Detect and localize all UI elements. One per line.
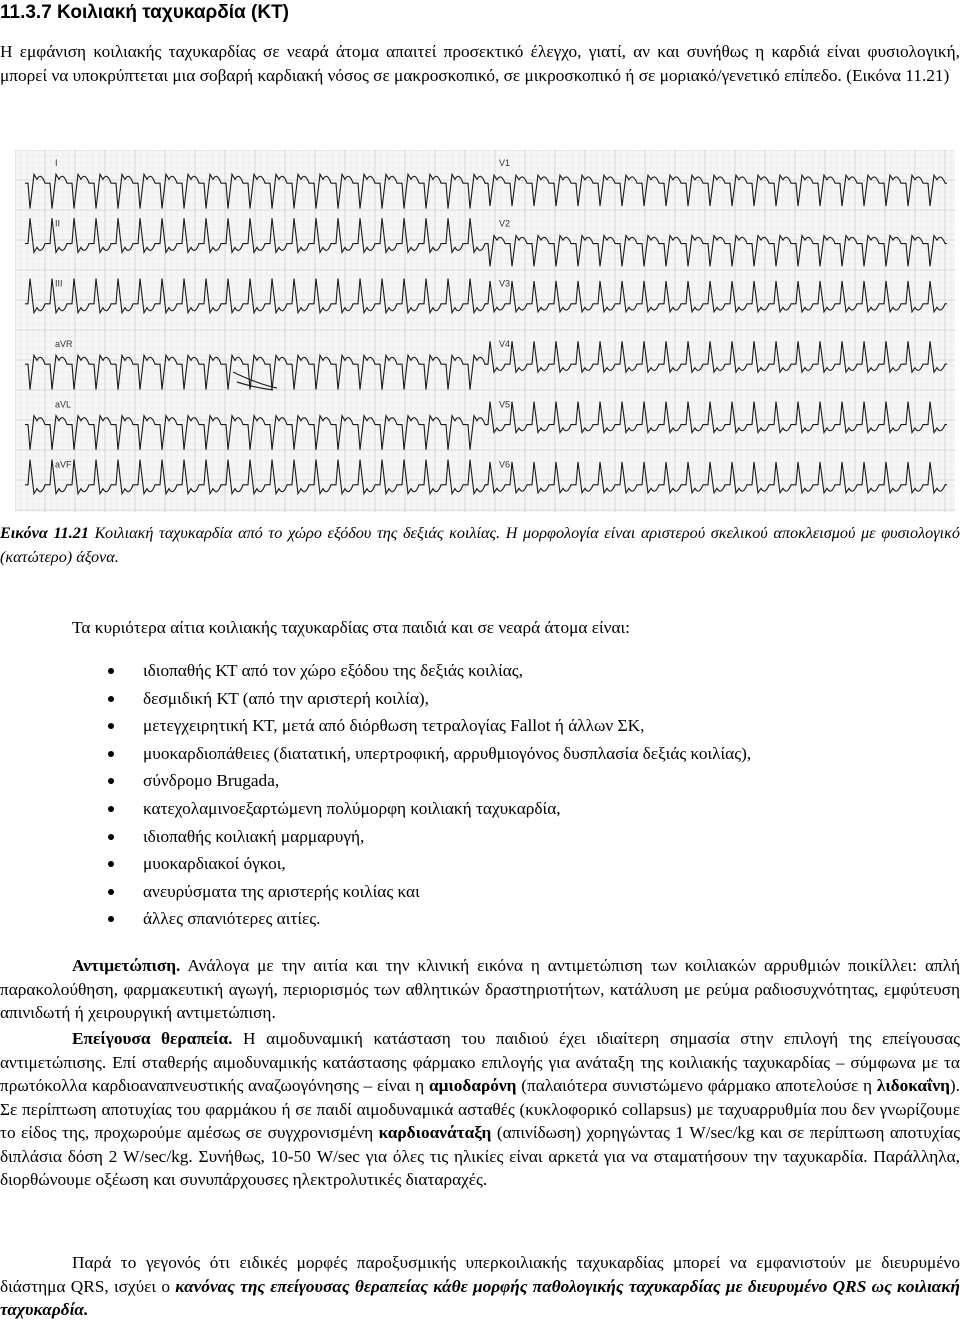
ecg-lead-label: aVR (55, 339, 73, 349)
drug-lidocaine: λιδοκαΐνη (876, 1076, 950, 1095)
ecg-lead-label: V3 (499, 278, 511, 289)
drug-amiodarone: αμιοδαρόνη (428, 1076, 517, 1095)
ecg-figure (15, 150, 955, 512)
ecg-lead-label: aVL (55, 399, 72, 410)
list-item: άλλες σπανιότερες αιτίες. (108, 905, 751, 933)
list-item: κατεχολαμινοεξαρτώμενη πολύμορφη κοιλιακή ταχυκαρδία, (108, 795, 751, 823)
ecg-lead-label: V4 (499, 339, 511, 349)
rule-emphasis: κανόνας της επείγουσας θεραπείας κάθε μορφής παθολογικής ταχυκαρδίας με διευρυμένο QRS ως κοιλιακή ταχυκαρδία. (0, 1276, 960, 1319)
treatment-text: Ανάλογα με την αιτία και την κλινική εικόνα η αντιμετώπιση των κοιλιακών αρρυθμιών ποικίλλει: απλή παρακολούθηση, φαρμακευτική αγωγή, περιορισμός των αθλητικών δραστηριοτήτων, κατάλυση με ρεύμα ραδιοσυχνότητας, εμφύτευση απινιδωτή ή χειρουργική αντιμετώπιση. (0, 956, 960, 1022)
ecg-lead-label: V1 (499, 158, 511, 168)
emergency-label: Επείγουσα θεραπεία. (72, 1029, 233, 1048)
rule-paragraph (0, 1251, 960, 1322)
rule-text: Παρά το γεγονός ότι ειδικές μορφές παροξυσμικής υπερκοιλιακής ταχυκαρδίας μπορεί να εμφανιστούν με διευρυμένο διάστημα QRS, ισχύει ο (0, 1253, 960, 1296)
ecg-lead-label: II (55, 218, 61, 229)
figure-caption-text: Κοιλιακή ταχυκαρδία από το χώρο εξόδου της δεξιάς κοιλίας. Η μορφολογία είναι αριστερού σκελικού αποκλεισμού με φυσιολογικό (κατώτερο) άξονα. (0, 524, 960, 566)
figure-caption-label: Εικόνα 11.21 (0, 524, 89, 542)
ecg-tracing (15, 150, 955, 512)
ecg-lead-label: V6 (499, 459, 511, 470)
list-item: μετεγχειρητική ΚΤ, μετά από διόρθωση τετραλογίας Fallot ή άλλων ΣΚ, (108, 712, 751, 740)
causes-list (108, 657, 751, 933)
emergency-text-2: (παλαιότερα συνιστώμενο φάρμακο αποτελούσε η (516, 1076, 877, 1095)
section-heading: 11.3.7 Κοιλιακή ταχυκαρδία (ΚΤ) (0, 2, 289, 23)
ecg-lead-label: V5 (499, 399, 511, 410)
emergency-paragraph (0, 1027, 960, 1192)
list-item: ιδιοπαθής κοιλιακή μαρμαρυγή, (108, 823, 751, 851)
treatment-paragraph (0, 954, 960, 1025)
emergency-text-3: ). Σε περίπτωση αποτυχίας του φαρμάκου ή σε παιδί αιμοδυναμικά ασταθές (κυκλοφορικό collapsus) με ταχυαρρυθμία που δεν γνωρίζουμε το είδος της, προχωρούμε αμέσως σε συγχρονισμένη (0, 1076, 960, 1142)
list-item: ανευρύσματα της αριστερής κοιλίας και (108, 878, 751, 906)
ecg-lead-label: V2 (499, 218, 511, 229)
list-item: μυοκαρδιοπάθειες (διατατική, υπερτροφική, αρρυθμιογόνος δυσπλασία δεξιάς κοιλίας), (108, 740, 751, 768)
intro-paragraph: Η εμφάνιση κοιλιακής ταχυκαρδίας σε νεαρά άτομα απαιτεί προσεκτικό έλεγχο, γιατί, αν και συνήθως η καρδιά είναι φυσιολογική, μπορεί να υποκρύπτεται μια σοβαρή καρδιακή νόσος σε μακροσκοπικό, σε μικροσκοπικό ή σε μοριακό/γενετικό επίπεδο. (Εικόνα 11.21) (0, 42, 960, 85)
list-item: ιδιοπαθής ΚΤ από τον χώρο εξόδου της δεξιάς κοιλίας, (108, 657, 751, 685)
causes-intro: Τα κυριότερα αίτια κοιλιακής ταχυκαρδίας στα παιδιά και σε νεαρά άτομα είναι: (72, 618, 630, 637)
ecg-lead-label: aVF (55, 459, 72, 470)
emergency-text-1: Η αιμοδυναμική κατάσταση του παιδιού έχει ιδιαίτερη σημασία στην επιλογή της επείγουσας αντιμετώπισης. Επί σταθερής αιμοδυναμικής κατάστασης φάρμακο επιλογής για ανάταξη της κοιλιακής ταχυκαρδίας – σύμφωνα με τα πρωτόκολλα καρδιοαναπνευστικής αναζωογόνησης – είναι η (0, 1029, 960, 1095)
list-item: δεσμιδική ΚΤ (από την αριστερή κοιλία), (108, 685, 751, 713)
procedure-cardioversion: καρδιοανάταξη (378, 1123, 492, 1142)
emergency-text-4: (απινίδωση) χορηγώντας 1 W/sec/kg και σε περίπτωση αποτυχίας διπλάσια δόση 2 W/sec/kg. Συνήθως, 10-50 W/sec για όλες τις ηλικίες είναι αρκετά για να σταματήσουν την ταχυκαρδία. Παράλληλα, διορθώνουμε οξέωση και συνυπάρχουσες ηλεκτρολυτικές διαταραχές. (0, 1123, 960, 1189)
ecg-lead-label: I (55, 158, 58, 168)
treatment-label: Αντιμετώπιση. (72, 956, 181, 975)
ecg-lead-label: III (55, 278, 63, 289)
list-item: μυοκαρδιακοί όγκοι, (108, 850, 751, 878)
list-item: σύνδρομο Brugada, (108, 767, 751, 795)
figure-caption (0, 521, 960, 569)
